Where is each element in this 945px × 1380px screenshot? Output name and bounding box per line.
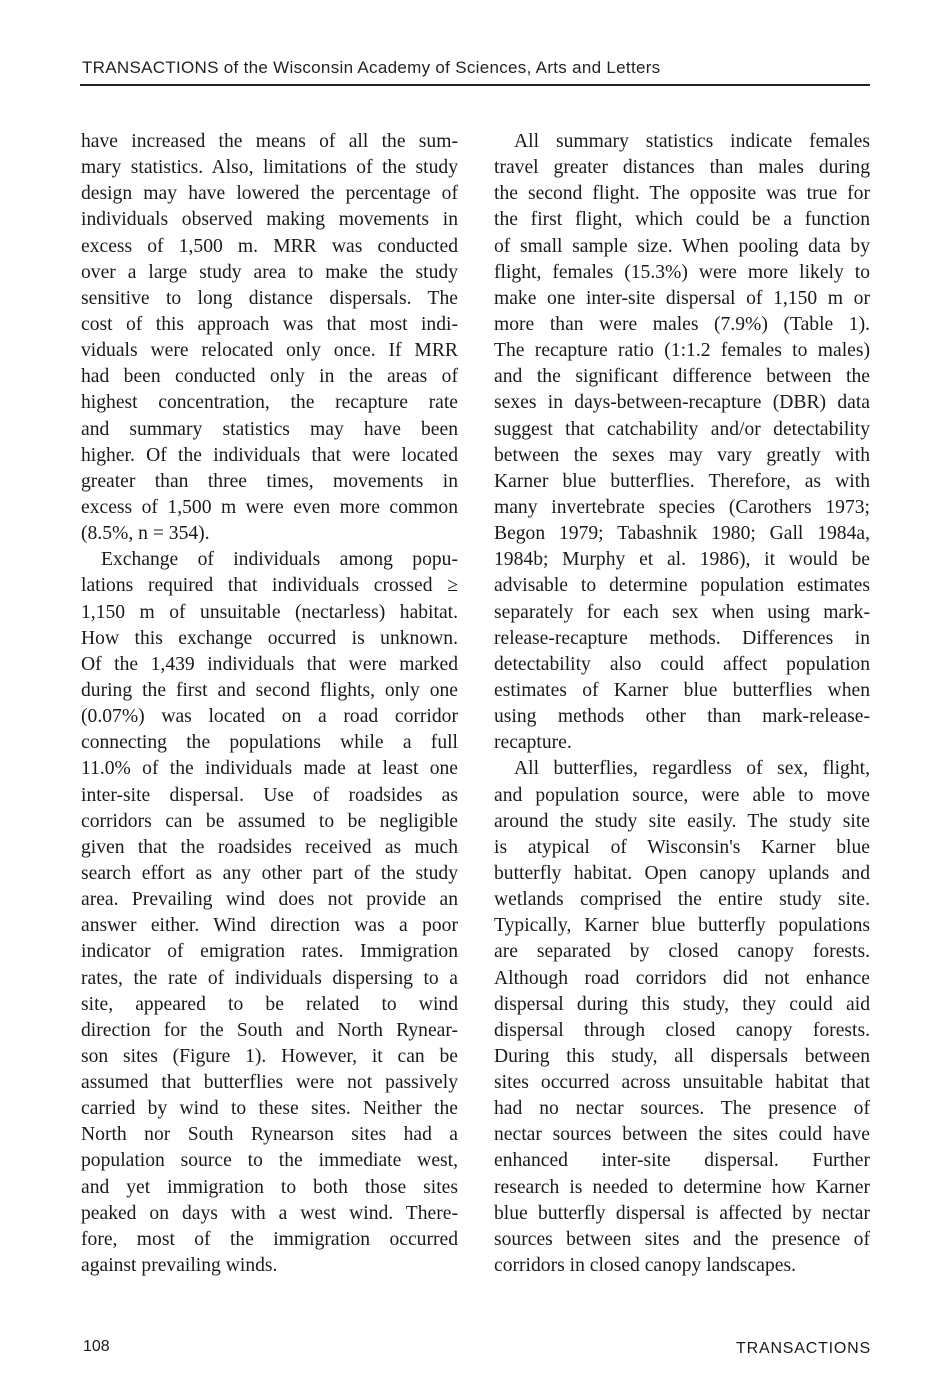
text-line: inter-site dispersal. Use of roadsides as xyxy=(81,784,458,806)
text-line: 1,150 m of unsuitable (nectarless) habitat. xyxy=(81,601,458,623)
text-line: All summary statistics indicate females xyxy=(514,131,870,152)
text-line: estimates of Karner blue butterflies when xyxy=(494,679,870,701)
text-line: indicator of emigration rates. Immigration xyxy=(81,941,458,963)
text-line: wetlands comprised the entire study site. xyxy=(494,889,870,911)
paragraph xyxy=(494,756,870,1279)
text-line: make one inter-site dispersal of 1,150 m or xyxy=(494,287,870,309)
text-line: given that the roadsides received as much xyxy=(81,836,458,858)
text-line: enhanced inter-site dispersal. Further xyxy=(494,1150,870,1172)
text-line: greater than three times, movements in xyxy=(81,470,458,492)
text-line: corridors in closed canopy landscapes. xyxy=(494,1255,796,1277)
text-line: peaked on days with a west wind. There- xyxy=(81,1202,458,1224)
running-header: TRANSACTIONS of the Wisconsin Academy of Sciences, Arts and Letters xyxy=(82,58,661,77)
text-line: between the sexes may vary greatly with xyxy=(494,444,870,466)
text-line: 1984b; Murphy et al. 1986), it would be xyxy=(494,549,870,571)
header-rule xyxy=(80,84,870,86)
text-line: Typically, Karner blue butterfly populations xyxy=(494,915,870,937)
text-line: sexes in days-between-recapture (DBR) data xyxy=(494,392,870,414)
text-line: All butterflies, regardless of sex, flight, xyxy=(514,758,870,780)
text-line: and yet immigration to both those sites xyxy=(81,1176,458,1198)
text-line: during the first and second flights, only one xyxy=(81,679,458,701)
text-line: detectability also could affect population xyxy=(494,653,870,675)
text-line: many invertebrate species (Carothers 1973; xyxy=(494,496,870,518)
page-number: 108 xyxy=(83,1338,110,1355)
text-line: son sites (Figure 1). However, it can be xyxy=(81,1045,458,1067)
text-line: flight, females (15.3%) were more likely to xyxy=(494,261,870,283)
left-column xyxy=(81,129,458,1279)
text-line: area. Prevailing wind does not provide an xyxy=(81,889,458,911)
text-line: travel greater distances than males during xyxy=(494,157,870,179)
text-line: release-recapture methods. Differences in xyxy=(494,627,870,649)
text-line: The recapture ratio (1:1.2 females to males) xyxy=(494,340,870,362)
text-line: and population source, were able to move xyxy=(494,784,870,806)
text-line: research is needed to determine how Karner xyxy=(494,1176,870,1198)
text-line: more than were males (7.9%) (Table 1). xyxy=(494,313,870,335)
running-footer: TRANSACTIONS xyxy=(736,1340,871,1357)
text-line: design may have lowered the percentage of xyxy=(81,183,458,205)
text-line: of small sample size. When pooling data by xyxy=(494,235,870,257)
paragraph xyxy=(81,547,458,1279)
text-line: excess of 1,500 m were even more common xyxy=(81,496,458,518)
text-line: against prevailing winds. xyxy=(81,1255,278,1277)
text-line: sensitive to long distance dispersals. The xyxy=(81,287,458,309)
text-line: and summary statistics may have been xyxy=(81,418,458,440)
text-line: rates, the rate of individuals dispersing to a xyxy=(81,967,458,989)
text-line: site, appeared to be related to wind xyxy=(81,993,458,1015)
text-line: direction for the South and North Rynear- xyxy=(81,1019,458,1041)
text-line: individuals observed making movements in xyxy=(81,209,458,231)
text-line: lations required that individuals crossed ≥ xyxy=(81,575,458,597)
text-line: excess of 1,500 m. MRR was conducted xyxy=(81,235,458,257)
text-line: around the study site easily. The study site xyxy=(494,810,870,832)
text-line: separately for each sex when using mark- xyxy=(494,601,870,623)
text-line: higher. Of the individuals that were located xyxy=(81,444,458,466)
text-line: viduals were relocated only once. If MRR xyxy=(81,340,458,362)
text-line: sites occurred across unsuitable habitat that xyxy=(494,1072,870,1094)
text-line: over a large study area to make the study xyxy=(81,261,458,283)
text-line: the first flight, which could be a function xyxy=(494,209,870,231)
text-line: nectar sources between the sites could have xyxy=(494,1124,870,1146)
text-line: dispersal through closed canopy forests. xyxy=(494,1019,870,1041)
text-line: How this exchange occurred is unknown. xyxy=(81,627,458,649)
text-line: (8.5%, n = 354). xyxy=(81,523,210,545)
text-line: During this study, all dispersals between xyxy=(494,1045,870,1067)
text-line: answer either. Wind direction was a poor xyxy=(81,915,458,937)
text-line: suggest that catchability and/or detectability xyxy=(494,418,870,440)
text-line: highest concentration, the recapture rate xyxy=(81,392,458,414)
text-line: Of the 1,439 individuals that were marked xyxy=(81,653,458,675)
text-line: North nor South Rynearson sites had a xyxy=(81,1124,458,1146)
text-line: cost of this approach was that most indi- xyxy=(81,313,458,335)
text-line: butterfly habitat. Open canopy uplands and xyxy=(494,862,870,884)
text-line: dispersal during this study, they could aid xyxy=(494,993,870,1015)
text-line: carried by wind to these sites. Neither the xyxy=(81,1098,458,1120)
text-line: search effort as any other part of the study xyxy=(81,862,458,884)
text-line: have increased the means of all the sum- xyxy=(81,131,458,152)
text-line: using methods other than mark-release- xyxy=(494,706,870,728)
text-line: fore, most of the immigration occurred xyxy=(81,1228,458,1250)
text-line: had no nectar sources. The presence of xyxy=(494,1098,870,1120)
paragraph xyxy=(494,129,870,756)
right-column xyxy=(494,129,870,1279)
paragraph xyxy=(81,129,458,547)
text-line: advisable to determine population estimates xyxy=(494,575,870,597)
text-line: sources between sites and the presence of xyxy=(494,1228,870,1250)
text-line: corridors can be assumed to be negligible xyxy=(81,810,458,832)
text-line: is atypical of Wisconsin's Karner blue xyxy=(494,836,870,858)
text-line: had been conducted only in the areas of xyxy=(81,366,458,388)
text-line: connecting the populations while a full xyxy=(81,732,458,754)
text-line: mary statistics. Also, limitations of the study xyxy=(81,157,458,179)
text-line: assumed that butterflies were not passively xyxy=(81,1072,458,1094)
text-line: 11.0% of the individuals made at least one xyxy=(81,758,458,780)
text-line: the second flight. The opposite was true for xyxy=(494,183,870,205)
text-line: Exchange of individuals among popu- xyxy=(101,549,458,571)
text-line: and the significant difference between the xyxy=(494,366,870,388)
text-line: Although road corridors did not enhance xyxy=(494,967,870,989)
text-line: population source to the immediate west, xyxy=(81,1150,458,1172)
text-line: recapture. xyxy=(494,732,572,754)
text-line: are separated by closed canopy forests. xyxy=(494,941,870,963)
text-line: blue butterfly dispersal is affected by nectar xyxy=(494,1202,870,1224)
text-line: Karner blue butterflies. Therefore, as with xyxy=(494,470,870,492)
text-line: Begon 1979; Tabashnik 1980; Gall 1984a, xyxy=(494,523,870,545)
text-line: (0.07%) was located on a road corridor xyxy=(81,706,458,728)
